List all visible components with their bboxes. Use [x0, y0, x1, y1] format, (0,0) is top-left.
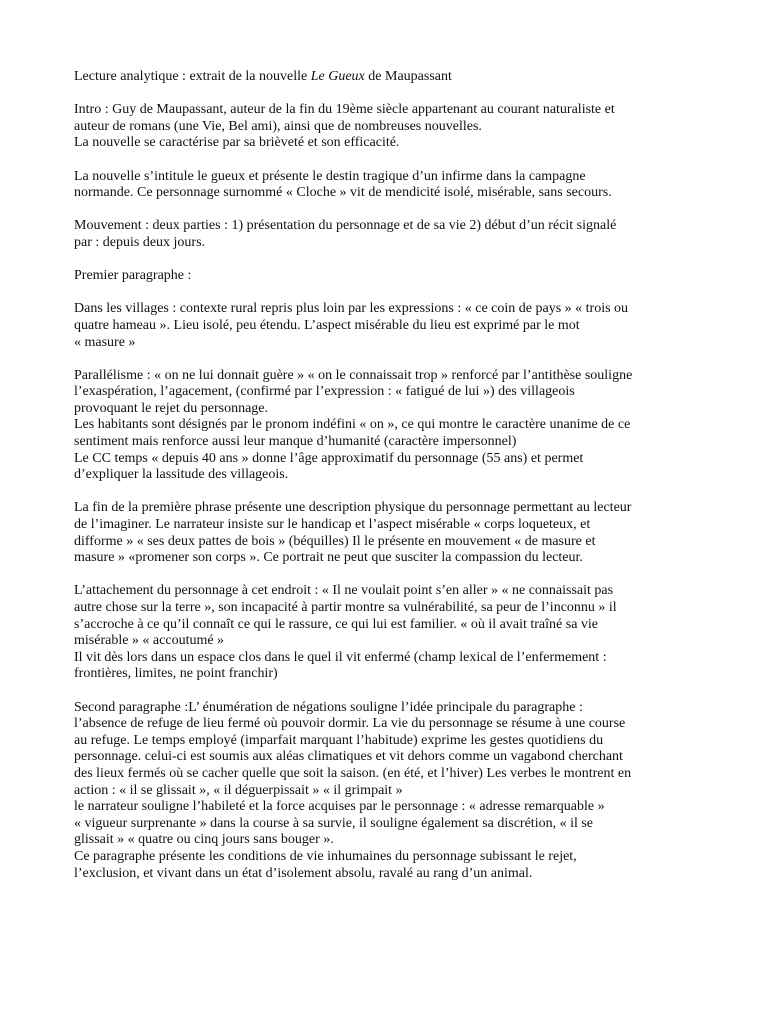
- paragraph: [74, 583, 704, 683]
- text-line: auteur de romans (une Vie, Bel ami), ainsi que de nombreuses nouvelles.: [74, 118, 482, 134]
- document-body: [74, 86, 704, 883]
- text-line: sentiment mais renforce aussi leur manque d’humanité (caractère impersonnel): [74, 434, 517, 450]
- text-line: Dans les villages : contexte rural repris plus loin par les expressions : « ce coin de pays » « trois ou: [74, 301, 629, 317]
- text-line: Second paragraphe :L’ énumération de négations souligne l’idée principale du paragraphe :: [74, 699, 583, 715]
- text-line: glissait » « quatre ou cinq jours sans bouger ».: [74, 832, 334, 848]
- paragraph-spacer: [74, 567, 704, 584]
- text-line: La nouvelle se caractérise par sa brièveté et son efficacité.: [74, 135, 400, 151]
- text-line: Ce paragraphe présente les conditions de vie inhumaines du personnage subissant le rejet,: [74, 848, 577, 864]
- paragraph-spacer: [74, 202, 704, 219]
- paragraph-spacer: [74, 285, 704, 302]
- paragraph: [74, 169, 704, 202]
- text-line: action : « il se glissait », « il déguerpissait » « il grimpait »: [74, 782, 403, 798]
- title-suffix: de Maupassant: [364, 69, 452, 84]
- text-line: Le CC temps « depuis 40 ans » donne l’âge approximatif du personnage (55 ans) et permet: [74, 450, 584, 466]
- text-line: normande. Ce personnage surnommé « Cloche » vit de mendicité isolé, misérable, sans secours.: [74, 185, 612, 201]
- text-line: Premier paragraphe :: [74, 268, 192, 284]
- text-line: Intro : Guy de Maupassant, auteur de la fin du 19ème siècle appartenant au courant naturaliste et: [74, 102, 615, 118]
- text-line: provoquant le rejet du personnage.: [74, 400, 268, 416]
- text-line: le narrateur souligne l’habileté et la force acquises par le personnage : « adresse remarquable »: [74, 799, 605, 815]
- text-line: l’exaspération, l’agacement, (confirmé par l’expression : « fatigué de lui ») des villageois: [74, 384, 575, 400]
- text-line: autre chose sur la terre », son incapacité à partir montre sa vulnérabilité, sa peur de l’inconnu » il: [74, 600, 617, 615]
- title-italic: Le Gueux: [310, 69, 365, 84]
- text-line: d’expliquer la lassitude des villageois.: [74, 467, 289, 483]
- text-line: au refuge. Le temps employé (imparfait marquant l’habitude) exprime les gestes quotidiens du: [74, 732, 604, 748]
- text-line: l’absence de refuge de lieu fermé où pouvoir dormir. La vie du personnage se résume à une course: [74, 716, 626, 732]
- paragraph: [74, 301, 704, 351]
- text-line: Parallélisme : « on ne lui donnait guère » « on le connaissait trop » renforcé par l’antithèse souligne: [74, 367, 633, 383]
- paragraph: [74, 218, 704, 251]
- text-line: quatre hameau ». Lieu isolé, peu étendu. L’aspect misérable du lieu est exprimé par le mot: [74, 317, 580, 333]
- text-line: frontières, limites, ne point franchir): [74, 666, 278, 682]
- document-title: [74, 69, 704, 86]
- text-line: par : depuis deux jours.: [74, 234, 206, 250]
- paragraph-spacer: [74, 152, 704, 169]
- text-line: Mouvement : deux parties : 1) présentation du personnage et de sa vie 2) début d’un récit signalé: [74, 218, 617, 234]
- document-page: [74, 69, 704, 882]
- text-line: de l’imaginer. Le narrateur insiste sur le handicap et l’aspect misérable « corps loqueteux, et: [74, 517, 591, 533]
- text-line: « masure »: [74, 334, 136, 350]
- text-line: l’exclusion, et vivant dans un état d’isolement absolu, ravalé au rang d’un animal.: [74, 865, 533, 881]
- paragraph: [74, 268, 704, 285]
- paragraph-spacer: [74, 683, 704, 700]
- paragraph-spacer: [74, 252, 704, 269]
- text-line: des lieux fermés où se cacher quelle que soit la saison. (en été, et l’hiver) Les verbes le montrent en: [74, 765, 632, 781]
- paragraph-spacer: [74, 351, 704, 368]
- paragraph-spacer: [74, 86, 704, 103]
- text-line: « vigueur surprenante » dans la course à sa survie, il souligne également sa discrétion, « il se: [74, 815, 594, 831]
- text-line: masure » «promener son corps ». Ce portrait ne peut que susciter la compassion du lecteur.: [74, 550, 583, 566]
- paragraph-spacer: [74, 484, 704, 501]
- text-line: difforme » « ses deux pattes de bois » (béquilles) Il le présente en mouvement « de masure et: [74, 533, 596, 549]
- text-line: personnage. celui-ci est soumis aux aléas climatiques et vit dehors comme un vagabond cherchant: [74, 749, 623, 765]
- text-line: Les habitants sont désignés par le pronom indéfini « on », ce qui montre le caractère unanime de ce: [74, 417, 631, 433]
- paragraph: [74, 500, 704, 566]
- text-line: misérable » « accoutumé »: [74, 633, 225, 649]
- text-line: La fin de la première phrase présente une description physique du personnage permettant au lecteur: [74, 500, 632, 516]
- paragraph: [74, 700, 704, 883]
- paragraph: [74, 368, 704, 484]
- text-line: La nouvelle s’intitule le gueux et présente le destin tragique d’un infirme dans la campagne: [74, 168, 586, 184]
- text-line: Il vit dès lors dans un espace clos dans le quel il vit enfermé (champ lexical de l’enfermement :: [74, 649, 607, 665]
- text-line: s’accroche à ce qu’il connaît ce qui le rassure, ce qui lui est familier. « où il avait traîné sa vie: [74, 616, 599, 632]
- title-prefix: Lecture analytique : extrait de la nouvelle: [74, 69, 311, 84]
- text-line: L’attachement du personnage à cet endroit : « Il ne voulait point s’en aller » « ne connaissait pas: [74, 583, 614, 599]
- paragraph: [74, 102, 704, 152]
